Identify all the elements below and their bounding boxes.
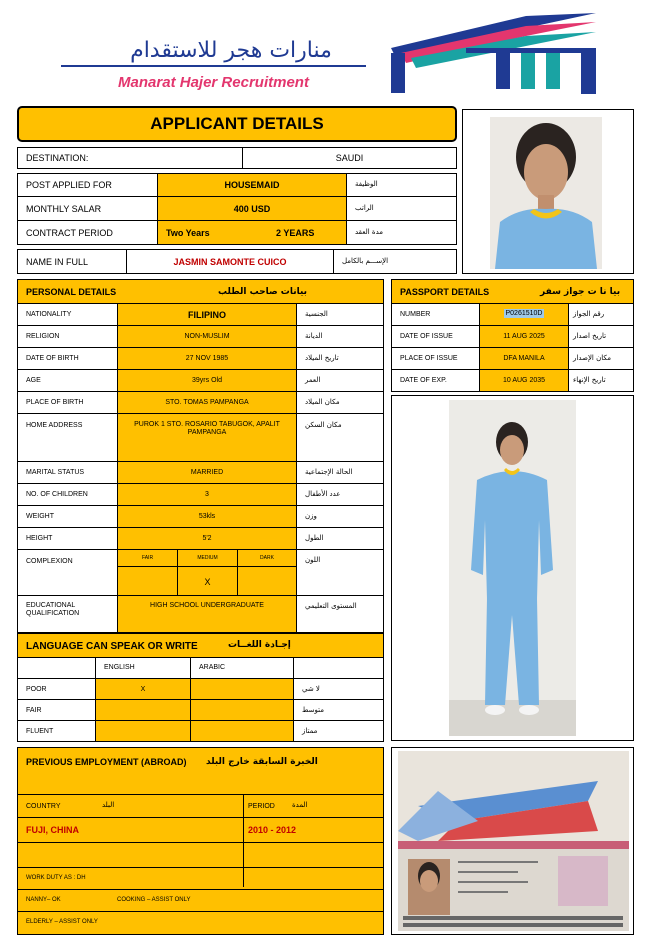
lang-fair-label: FAIR [17, 699, 96, 721]
company-name-english: Manarat Hajer Recruitment [118, 74, 309, 91]
weight-label: WEIGHT [17, 505, 118, 528]
cooking-text: COOKING – ASSIST ONLY [117, 897, 191, 903]
nationality-arabic: الجنسية [296, 303, 384, 326]
lang-col-arabic: ARABIC [190, 657, 294, 679]
employment-section [17, 747, 384, 935]
weight-value: 53kls [117, 505, 297, 528]
children-value: 3 [117, 483, 297, 506]
lang-fair-english [95, 699, 191, 721]
complexion-dark: DARK [237, 549, 297, 567]
personal-header-text: PERSONAL DETAILS [26, 287, 117, 297]
lang-poor-ar-label: لا شي [293, 678, 384, 700]
work-duty-text: WORK DUTY AS : DH [26, 875, 86, 881]
salary-arabic: الراتب [346, 196, 457, 221]
elderly-row [17, 911, 384, 935]
job-table [17, 173, 457, 245]
complexion-label: COMPLEXION [17, 549, 118, 596]
age-label: AGE [17, 369, 118, 392]
employment-labels-row [17, 794, 384, 818]
contract-arabic: مدة العقد [346, 220, 457, 245]
lang-poor-arabic [190, 678, 294, 700]
language-header-arabic: إجـادة اللغــات [228, 640, 291, 650]
lang-fair-arabic [190, 699, 294, 721]
lang-fluent-english [95, 720, 191, 742]
personal-details-header [17, 279, 384, 304]
address-label: HOME ADDRESS [17, 413, 118, 462]
passport-scan-icon [398, 751, 629, 931]
period-label: PERIOD [248, 803, 275, 810]
destination-value: SAUDI [242, 147, 457, 169]
birthplace-arabic: مكان الميلاد [296, 391, 384, 414]
language-corner [17, 657, 96, 679]
passport-image-frame [391, 747, 634, 935]
country-value: FUJI, CHINA [26, 825, 80, 835]
language-header-text: LANGUAGE CAN SPEAK OR WRITE [26, 641, 198, 652]
passport-place-arabic: مكان الإصدار [568, 347, 634, 370]
name-value: JASMIN SAMONTE CUICO [126, 249, 334, 274]
name-label: NAME IN FULL [17, 249, 127, 274]
birthplace-label: PLACE OF BIRTH [17, 391, 118, 414]
religion-label: RELIGION [17, 325, 118, 348]
name-arabic: الإســـم بالكامل [333, 249, 457, 274]
passport-issue-arabic: تاريخ اصدار [568, 325, 634, 348]
duty-row [17, 867, 384, 890]
lang-col-english: ENGLISH [95, 657, 191, 679]
personal-header-arabic: بيانات صاحب الطلب [218, 287, 308, 297]
passport-details-table [391, 303, 634, 391]
nationality-label: NATIONALITY [17, 303, 118, 326]
employment-blank-row [17, 842, 384, 868]
address-value: PUROK 1 STO. ROSARIO TABUGOK, APALIT PAMPANGA [117, 413, 297, 462]
employment-values-row [17, 817, 384, 843]
passport-exp-label: DATE OF EXP. [391, 369, 480, 392]
weight-arabic: وزن [296, 505, 384, 528]
employment-header-arabic: الخبرة السابقة خارج البلد [206, 757, 318, 767]
height-value: 5'2 [117, 527, 297, 550]
passport-header-arabic: بيا نا ت جواز سفر [540, 287, 621, 297]
dob-value: 27 NOV 1985 [117, 347, 297, 370]
lang-fair-ar-label: متوسط [293, 699, 384, 721]
children-label: NO. OF CHILDREN [17, 483, 118, 506]
language-table [17, 657, 384, 744]
nationality-value: FILIPINO [117, 303, 297, 326]
complexion-arabic: اللون [296, 549, 384, 596]
contract-value-years: 2 YEARS [276, 228, 315, 238]
passport-issue-value: 11 AUG 2025 [479, 325, 569, 348]
education-arabic: المستوى التعليمي [296, 595, 384, 633]
children-arabic: عدد الأطفال [296, 483, 384, 506]
applicant-portrait-photo [490, 117, 602, 269]
complexion-fair: FAIR [117, 549, 178, 567]
name-row [17, 249, 457, 274]
age-arabic: العمر [296, 369, 384, 392]
salary-value: 400 USD [157, 196, 347, 221]
education-value: HIGH SCHOOL UNDERGRADUATE [117, 595, 297, 633]
marital-label: MARITAL STATUS [17, 461, 118, 484]
complexion-dark-mark [237, 566, 297, 596]
height-label: HEIGHT [17, 527, 118, 550]
contract-value [157, 220, 347, 245]
full-body-photo-frame [391, 395, 634, 741]
employment-header-text: PREVIOUS EMPLOYMENT (ABROAD) [26, 757, 187, 767]
nanny-text: NANNY– OK [26, 897, 61, 903]
contract-label: CONTRACT PERIOD [17, 220, 158, 245]
full-body-photo [449, 400, 576, 736]
personal-details-table [17, 303, 384, 633]
page-title [17, 106, 457, 142]
height-arabic: الطول [296, 527, 384, 550]
language-header [17, 633, 384, 658]
post-arabic: الوظيفة [346, 173, 457, 197]
marital-value: MARRIED [117, 461, 297, 484]
complexion-medium-mark: X [177, 566, 238, 596]
nanny-row [17, 889, 384, 912]
lang-fluent-label: FLUENT [17, 720, 96, 742]
passport-number-value: P0261510D [479, 303, 569, 326]
company-name-arabic: منارات هجر للاستقدام [130, 38, 332, 63]
lang-col-blank [293, 657, 384, 679]
religion-arabic: الديانة [296, 325, 384, 348]
complexion-medium: MEDIUM [177, 549, 238, 567]
lang-poor-label: POOR [17, 678, 96, 700]
birthplace-value: STO. TOMAS PAMPANGA [117, 391, 297, 414]
passport-exp-arabic: تاريخ الإنهاء [568, 369, 634, 392]
period-arabic: المدة [292, 801, 308, 809]
dob-label: DATE OF BIRTH [17, 347, 118, 370]
passport-details-header [391, 279, 634, 304]
complexion-fair-mark [117, 566, 178, 596]
passport-place-label: PLACE OF ISSUE [391, 347, 480, 370]
post-value: HOUSEMAID [157, 173, 347, 197]
passport-exp-value: 10 AUG 2035 [479, 369, 569, 392]
full-body-icon [449, 400, 576, 736]
address-arabic: مكان السكن [296, 413, 384, 462]
passport-place-value: DFA MANILA [479, 347, 569, 370]
country-label: COUNTRY [26, 803, 61, 810]
lang-fluent-arabic [190, 720, 294, 742]
passport-number-label: NUMBER [391, 303, 480, 326]
religion-value: NON-MUSLIM [117, 325, 297, 348]
dob-arabic: تاريخ الميلاد [296, 347, 384, 370]
period-value: 2010 - 2012 [248, 825, 297, 835]
passport-number-arabic: رقم الجواز [568, 303, 634, 326]
age-value: 39yrs Old [117, 369, 297, 392]
marital-arabic: الحالة الإجتماعية [296, 461, 384, 484]
contract-value-text: Two Years [166, 228, 210, 238]
post-label: POST APPLIED FOR [17, 173, 158, 197]
education-label: EDUCATIONAL QUALIFICATION [17, 595, 118, 633]
applicant-photo-frame [462, 109, 634, 274]
lang-fluent-ar-label: ممتاز [293, 720, 384, 742]
passport-header-text: PASSPORT DETAILS [400, 287, 490, 297]
title-text: APPLICANT DETAILS [150, 114, 324, 133]
lang-poor-english: X [95, 678, 191, 700]
salary-label: MONTHLY SALAR [17, 196, 158, 221]
country-arabic: البلد [102, 801, 115, 809]
portrait-icon [490, 117, 602, 269]
destination-label: DESTINATION: [17, 147, 243, 169]
elderly-text: ELDERLY – ASSIST ONLY [26, 919, 98, 925]
company-logo [56, 8, 646, 98]
passport-issue-label: DATE OF ISSUE [391, 325, 480, 348]
passport-scan-image [398, 751, 629, 931]
